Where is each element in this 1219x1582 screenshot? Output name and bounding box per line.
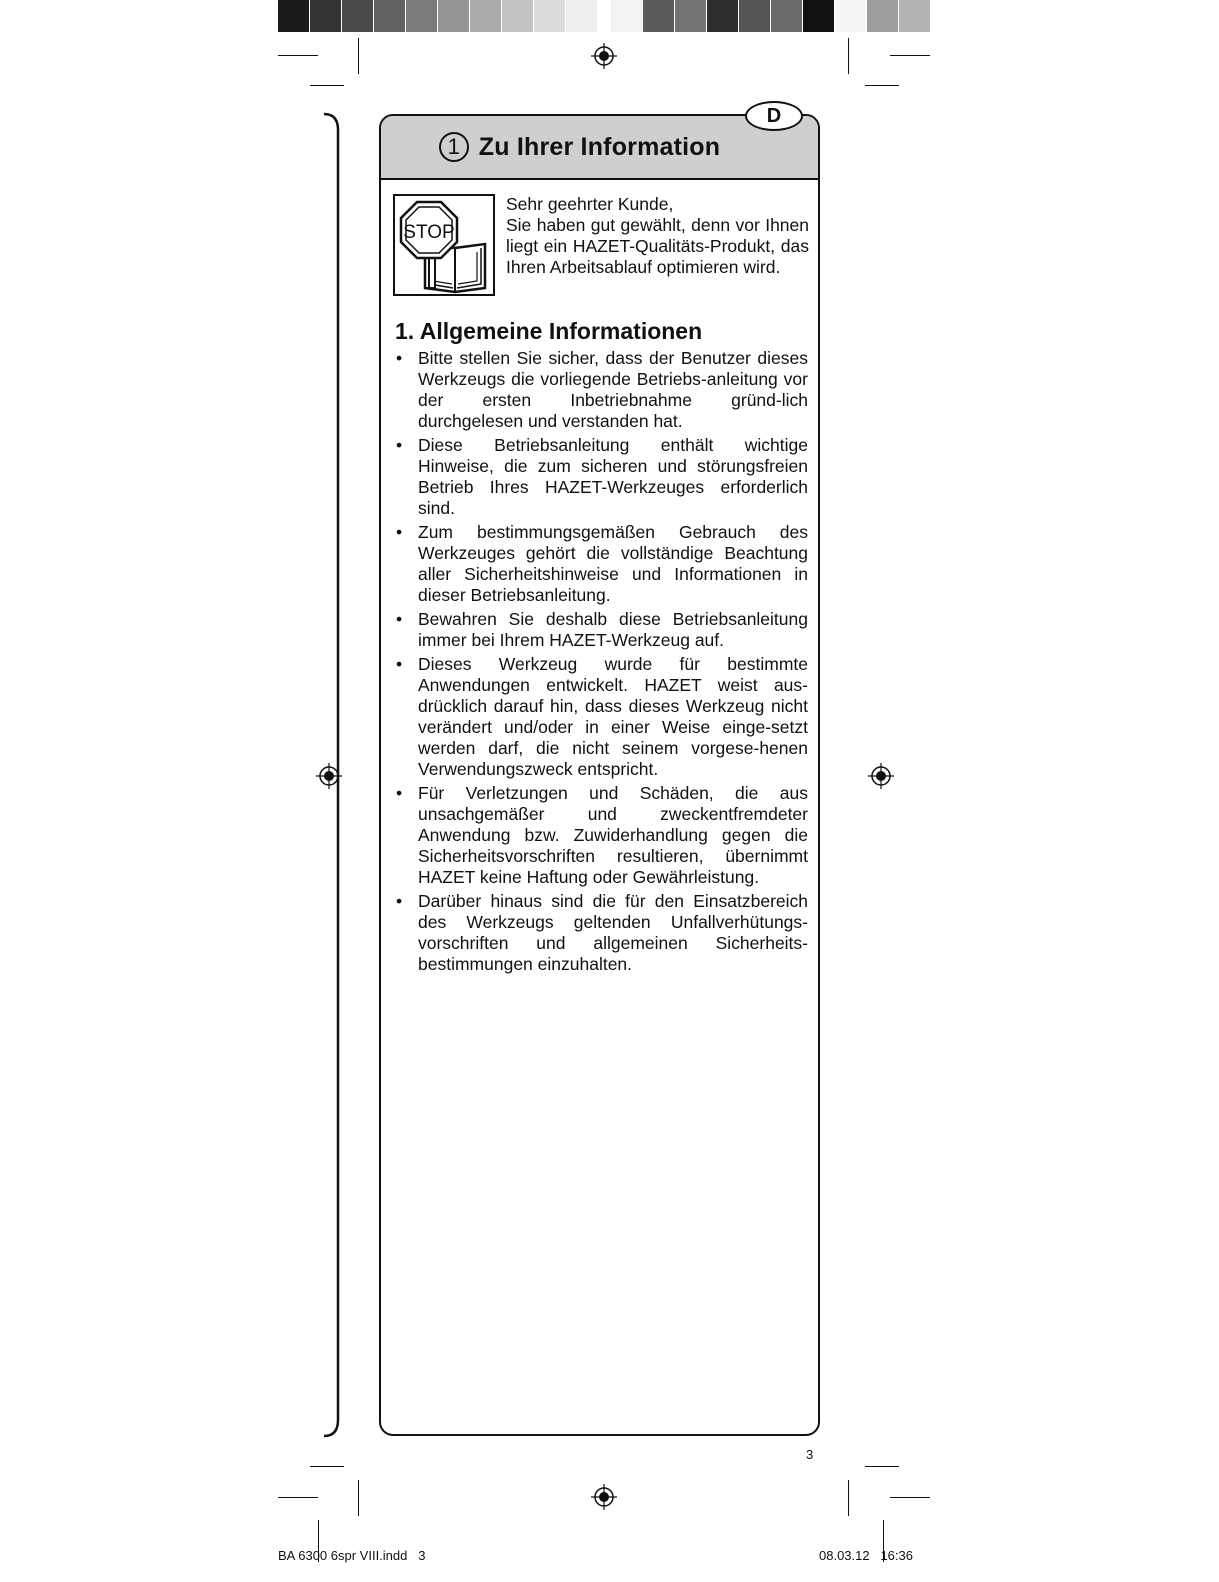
crop-mark (848, 1480, 849, 1516)
crop-mark (848, 38, 849, 74)
intro-paragraph: Sie haben gut gewählt, denn vor Ihnen liegt ein HAZET-Qualitäts-Produkt, das Ihren Arbeitsablauf optimieren wird. (506, 215, 809, 277)
crop-mark (358, 38, 359, 74)
crop-mark (278, 1497, 318, 1498)
color-swatch (867, 0, 899, 32)
color-swatch (406, 0, 438, 32)
intro-text (506, 194, 809, 278)
crop-mark (890, 55, 930, 56)
color-swatch (310, 0, 342, 32)
margin-bracket (320, 112, 342, 1438)
crop-mark (865, 1466, 899, 1467)
section-number-badge: 1 (439, 132, 469, 162)
list-item: • Dieses Werkzeug wurde für bestimmte Anwendungen entwickelt. HAZET weist aus-drücklich darauf hin, dass dieses Werkzeug nicht verändert und/oder in einer Weise einge-setzt werden darf, die nicht seinem vorgese-henen Verwendungszweck entspricht. (395, 654, 808, 780)
color-swatch (438, 0, 470, 32)
intro-block (393, 194, 809, 304)
page-number: 3 (806, 1447, 814, 1462)
list-item: • Bewahren Sie deshalb diese Betriebsanleitung immer bei Ihrem HAZET-Werkzeug auf. (395, 609, 808, 651)
registration-mark-icon (591, 43, 617, 69)
color-swatch (803, 0, 835, 32)
list-item: • Zum bestimmungsgemäßen Gebrauch des Werkzeuges gehört die vollständige Beachtung aller Sicherheitshinweise und Informationen in dieser Betriebsanleitung. (395, 522, 808, 606)
stop-sign-text: STOP (403, 222, 455, 243)
color-swatch (342, 0, 374, 32)
list-item: • Bitte stellen Sie sicher, dass der Benutzer dieses Werkzeugs die vorliegende Betriebs-anleitung vor der ersten Inbetriebnahme gründ-lich durchgelesen und verstanden hat. (395, 348, 808, 432)
color-swatch (374, 0, 406, 32)
content-card (379, 114, 820, 1436)
crop-mark (865, 85, 899, 86)
footer-file-name: BA 6300 6spr VIII.indd 3 (278, 1548, 426, 1563)
color-swatch (707, 0, 739, 32)
color-swatch (739, 0, 771, 32)
registration-mark-icon (868, 763, 894, 789)
list-item: • Darüber hinaus sind die für den Einsatzbereich des Werkzeugs geltenden Unfallverhütungs-vorschriften und allgemeinen Sicherheits-bestimmungen einzuhalten. (395, 891, 808, 975)
list-item: • Diese Betriebsanleitung enthält wichtige Hinweise, die zum sicheren und störungsfreien Betrieb Ihres HAZET-Werkzeuges erforderlich sind. (395, 435, 808, 519)
bullet-list (395, 348, 808, 978)
registration-mark-icon (591, 1484, 617, 1510)
color-swatch (835, 0, 867, 32)
color-swatch (899, 0, 931, 32)
crop-mark (890, 1497, 930, 1498)
color-swatch (675, 0, 707, 32)
language-badge: D (745, 101, 803, 131)
stop-read-manual-icon (393, 194, 495, 296)
color-swatch (771, 0, 803, 32)
list-item: • Für Verletzungen und Schäden, die aus unsachgemäßer und zweckentfremdeter Anwendung bzw. Zuwiderhandlung gegen die Sicherheitsvorschriften resultieren, übernimmt HAZET keine Haftung oder Gewährleistung. (395, 783, 808, 888)
crop-mark (278, 55, 318, 56)
page-title: Zu Ihrer Information (478, 132, 721, 161)
color-swatch (643, 0, 675, 32)
crop-mark (358, 1480, 359, 1516)
color-swatch (566, 0, 598, 32)
color-swatch (278, 0, 310, 32)
crop-mark (310, 85, 344, 86)
greeting: Sehr geehrter Kunde, (506, 194, 674, 214)
section-title: 1. Allgemeine Informationen (395, 318, 703, 344)
color-swatch (470, 0, 502, 32)
color-bar-right (611, 0, 931, 32)
color-swatch (534, 0, 566, 32)
color-swatch (502, 0, 534, 32)
crop-mark (310, 1466, 344, 1467)
color-bar-left (278, 0, 630, 32)
color-swatch (611, 0, 643, 32)
footer-datetime: 08.03.12 16:36 (819, 1548, 913, 1563)
